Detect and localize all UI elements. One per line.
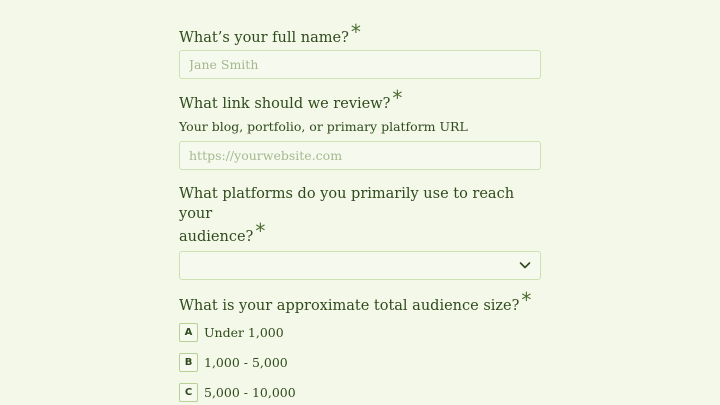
platforms-select[interactable]	[179, 251, 541, 280]
question-title-text: What’s your full name?	[179, 30, 349, 46]
audience-option-c[interactable]	[179, 382, 296, 402]
required-asterisk: *	[521, 288, 532, 312]
question-title-text: What is your approximate total audience size?	[179, 298, 520, 314]
question-link	[179, 86, 541, 136]
required-asterisk: *	[350, 20, 361, 44]
question-audience-size	[179, 288, 541, 316]
link-field[interactable]	[179, 141, 541, 170]
question-title	[179, 288, 541, 316]
question-title-line-2: audience?	[179, 229, 254, 245]
option-key-badge: C	[179, 383, 198, 402]
link-input[interactable]	[180, 142, 529, 169]
chevron-down-icon[interactable]	[519, 260, 531, 270]
option-label: Under 1,000	[204, 324, 284, 340]
audience-option-b[interactable]	[179, 352, 288, 372]
option-label: 5,000 - 10,000	[204, 384, 296, 400]
question-title	[179, 86, 541, 114]
question-title-line-1: What platforms do you primarily use to reach your	[179, 186, 515, 222]
audience-option-a[interactable]	[179, 322, 284, 342]
full-name-input[interactable]	[180, 51, 529, 78]
required-asterisk: *	[255, 219, 266, 243]
question-title	[179, 184, 541, 247]
question-full-name	[179, 20, 541, 48]
full-name-field[interactable]	[179, 50, 541, 79]
option-label: 1,000 - 5,000	[204, 354, 288, 370]
option-key-badge: A	[179, 323, 198, 342]
required-asterisk: *	[392, 86, 403, 110]
question-help-text: Your blog, portfolio, or primary platform URL	[179, 119, 468, 134]
question-title	[179, 20, 541, 48]
option-key-badge: B	[179, 353, 198, 372]
question-title-text: What link should we review?	[179, 96, 391, 112]
